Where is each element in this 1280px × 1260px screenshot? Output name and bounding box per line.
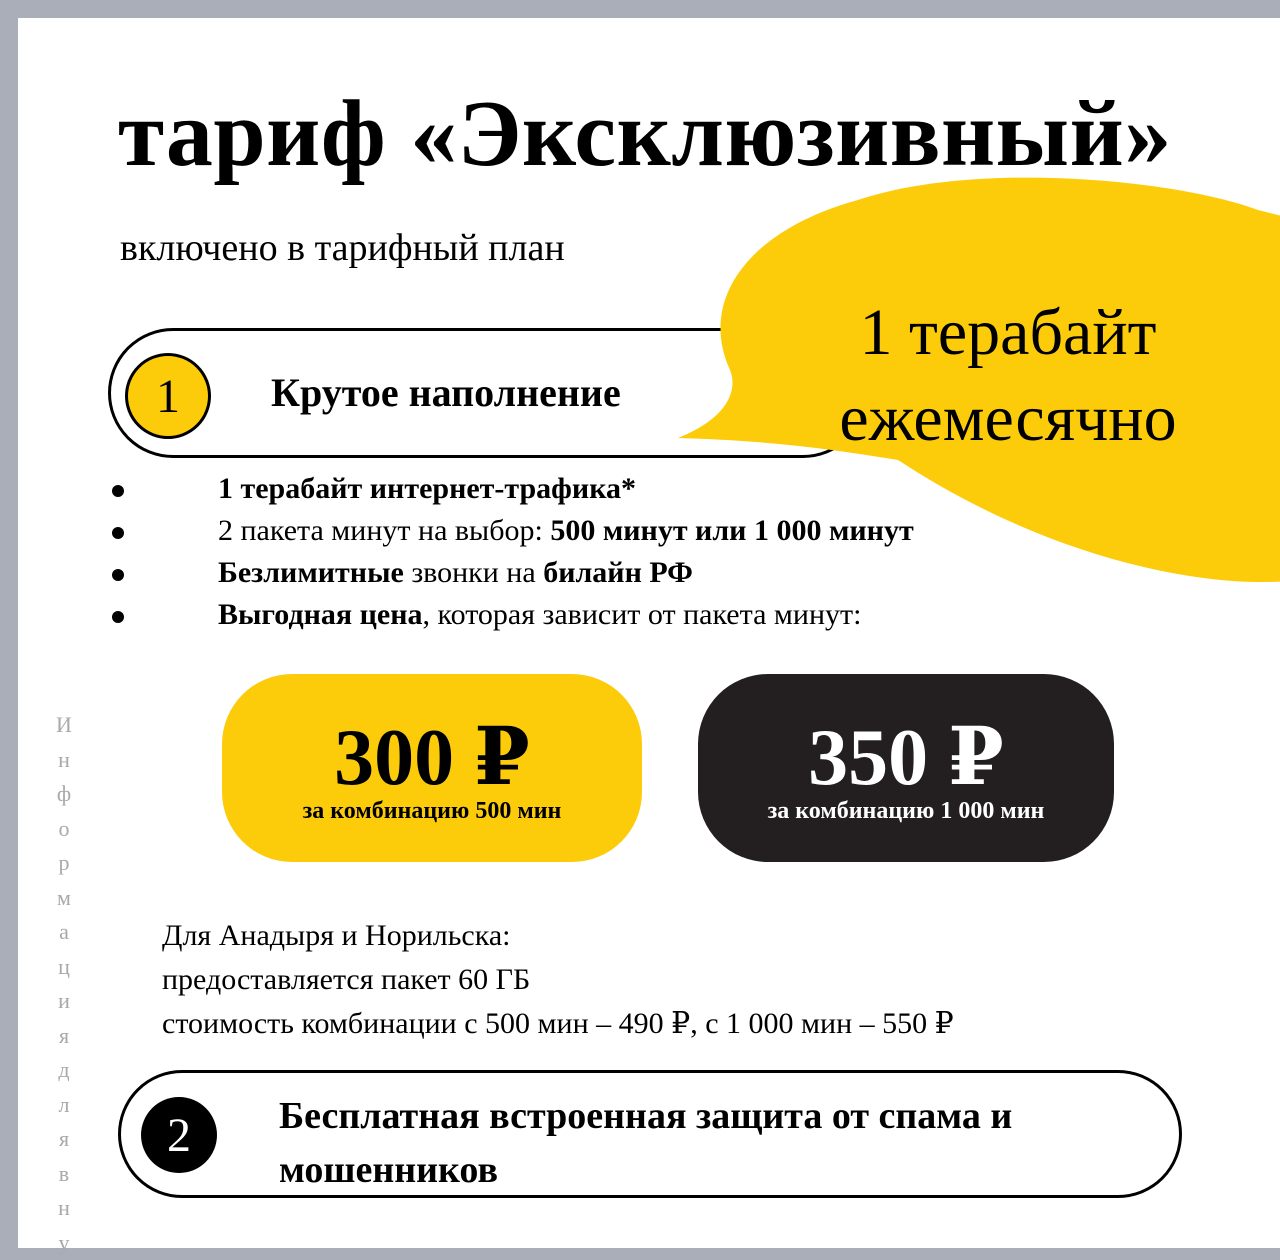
bullet-text: звонки на: [404, 556, 543, 589]
bullet-bold-text: билайн РФ: [543, 556, 693, 589]
side-letter: о: [52, 812, 76, 847]
bubble-line-1: 1 терабайт: [778, 290, 1238, 376]
price-note: за комбинацию 1 000 мин: [698, 798, 1114, 825]
bubble-text: [778, 290, 1238, 462]
regional-note-line: Для Анадыря и Норильска:: [162, 914, 954, 958]
section-1-number: 1: [125, 353, 211, 439]
regional-note: [162, 914, 954, 1046]
price-note: за комбинацию 500 мин: [222, 798, 642, 825]
price-card-1000: [698, 674, 1114, 862]
side-letter: д: [52, 1053, 76, 1088]
side-letter: н: [52, 1191, 76, 1226]
bullet-dot: [112, 611, 124, 623]
side-letter: ф: [52, 777, 76, 812]
bullet-bold-text: Выгодная цена: [218, 598, 423, 631]
section-2-pill: [118, 1070, 1182, 1198]
page-title: тариф «Эксклюзивный»: [118, 80, 1172, 188]
list-item: [218, 514, 914, 548]
bullet-bold-text: Безлимитные: [218, 556, 404, 589]
side-letter: р: [52, 846, 76, 881]
side-letter: И: [52, 708, 76, 743]
bullet-dot: [112, 527, 124, 539]
bullet-dot: [112, 569, 124, 581]
bullet-dot: [112, 485, 124, 497]
regional-note-line: стоимость комбинации с 500 мин – 490 ₽, с 1 000 мин – 550 ₽: [162, 1002, 954, 1046]
section-1-label: Крутое наполнение: [271, 369, 621, 416]
price-amount: 300 ₽: [222, 716, 642, 800]
side-letter: л: [52, 1088, 76, 1123]
price-card-500: [222, 674, 642, 862]
side-letter: и: [52, 984, 76, 1019]
list-item: [218, 472, 636, 506]
list-item: [218, 598, 861, 632]
bullet-text: , которая зависит от пакета минут:: [423, 598, 862, 631]
section-2-label: Бесплатная встроенная защита от спама и мошенников: [279, 1089, 1099, 1197]
list-item: [218, 556, 693, 590]
side-letter: ц: [52, 950, 76, 985]
side-letter: у: [52, 1226, 76, 1260]
side-letter: а: [52, 915, 76, 950]
page-subtitle: включено в тарифный план: [120, 226, 565, 270]
bullet-bold-text: 1 терабайт интернет-трафика*: [218, 472, 636, 505]
side-watermark-text: [52, 708, 76, 1260]
side-letter: м: [52, 881, 76, 916]
side-letter: я: [52, 1122, 76, 1157]
bullet-text: 2 пакета минут на выбор:: [218, 514, 550, 547]
side-letter: я: [52, 1019, 76, 1054]
side-letter: в: [52, 1157, 76, 1192]
bubble-line-2: ежемесячно: [778, 376, 1238, 462]
page: [18, 18, 1280, 1248]
bullet-bold-text: 500 минут или 1 000 минут: [550, 514, 913, 547]
regional-note-line: предоставляется пакет 60 ГБ: [162, 958, 954, 1002]
side-letter: н: [52, 743, 76, 778]
price-amount: 350 ₽: [698, 716, 1114, 800]
section-2-number: 2: [141, 1097, 217, 1173]
